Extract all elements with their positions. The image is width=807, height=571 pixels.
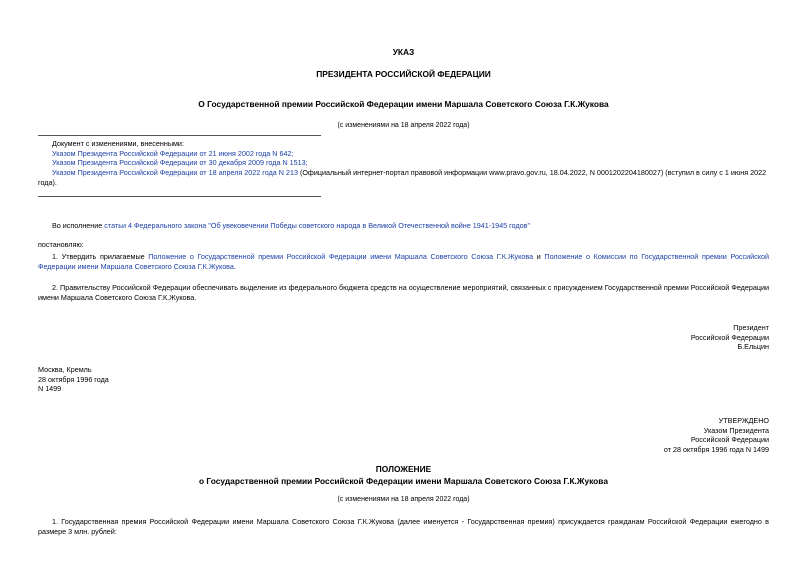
resolve-word: постановляю: <box>38 240 84 249</box>
approved-label: УТВЕРЖДЕНО <box>718 416 769 425</box>
regulation-title: ПОЛОЖЕНИЕ <box>375 464 432 474</box>
document-title: О Государственной премии Российской Федерации имени Маршала Советского Союза Г.К.Жукова <box>198 99 609 109</box>
amendment-link-2022[interactable]: Указом Президента Российской Федерации от 18 апреля 2022 года N 213 <box>52 168 298 178</box>
item-1-prefix: 1. Утвердить прилагаемые <box>52 252 149 261</box>
amendment-link-2002[interactable]: Указом Президента Российской Федерации от 21 июня 2002 года N 642; <box>52 148 294 158</box>
approved-block <box>38 416 769 455</box>
amendment-2022-source: (Официальный интернет-портал правовой информации www.pravo.gov.ru, 18.04.2022, N 0001202204180027) (вступил в силу с 1 июня 2022 года). <box>38 168 767 187</box>
item-1-and: и <box>533 252 545 261</box>
approved-date: от 28 октября 1996 года N 1499 <box>663 445 769 455</box>
signature-block <box>38 323 769 352</box>
signature-name: Б.Ельцин <box>737 342 769 352</box>
amendment-link-2009[interactable]: Указом Президента Российской Федерации от 30 декабря 2009 года N 1513; <box>52 158 308 168</box>
changes-intro: Документ с изменениями, внесенными: <box>52 139 184 148</box>
signature-position: Президент <box>733 323 769 332</box>
doc-type-heading: УКАЗ <box>392 47 415 57</box>
place: Москва, Кремль <box>38 365 92 374</box>
preamble-text: Во исполнение <box>52 221 105 230</box>
amendment-note: (с изменениями на 18 апреля 2022 года) <box>337 122 470 129</box>
changes-block <box>38 139 769 188</box>
commission-regulation-link[interactable]: Положение о Комиссии по Государственной премии Российской Федерации имени Маршала Советского Союза Г.К.Жукова <box>38 252 769 271</box>
issuer-heading: ПРЕЗИДЕНТА РОССИЙСКОЙ ФЕДЕРАЦИИ <box>316 69 491 79</box>
item-2: 2. Правительству Российской Федерации обеспечивать выделение из федерального бюджета средств на осуществление мероприятий, связанных с присуждением Государственной премии Российской Федерации имени Маршала Советского Союза Г.К.Жукова. <box>38 283 769 302</box>
changes-top-divider <box>38 135 321 136</box>
changes-bottom-divider <box>38 196 321 197</box>
regulation-subtitle: о Государственной премии Российской Федерации имени Маршала Советского Союза Г.К.Жукова <box>198 476 608 486</box>
date: 28 октября 1996 года <box>38 374 109 384</box>
signature-country: Российской Федерации <box>690 332 769 342</box>
amendment-2022-line <box>38 168 769 187</box>
decree-number: N 1499 <box>38 384 62 394</box>
approved-by: Указом Президента <box>703 425 769 435</box>
regulation-item-1: 1. Государственная премия Российской Федерации имени Маршала Советского Союза Г.К.Жукова (далее именуется - Государственная премия) присуждается гражданам Российской Федерации ежегодно в размере 3 млн. рублей: <box>38 517 769 536</box>
federal-law-link[interactable]: статьи 4 Федерального закона "Об увековечении Победы советского народа в Великой Отечественной войне 1941-1945 годов" <box>104 221 531 230</box>
place-date-block <box>38 365 769 394</box>
item-1 <box>38 252 769 271</box>
approved-country: Российской Федерации <box>690 435 769 445</box>
item-1-suffix: . <box>233 261 236 271</box>
preamble <box>38 221 769 231</box>
regulation-amendment-note: (с изменениями на 18 апреля 2022 года) <box>337 496 470 503</box>
regulation-link[interactable]: Положение о Государственной премии Российской Федерации имени Маршала Советского Союза Г.К.Жукова <box>148 252 534 261</box>
